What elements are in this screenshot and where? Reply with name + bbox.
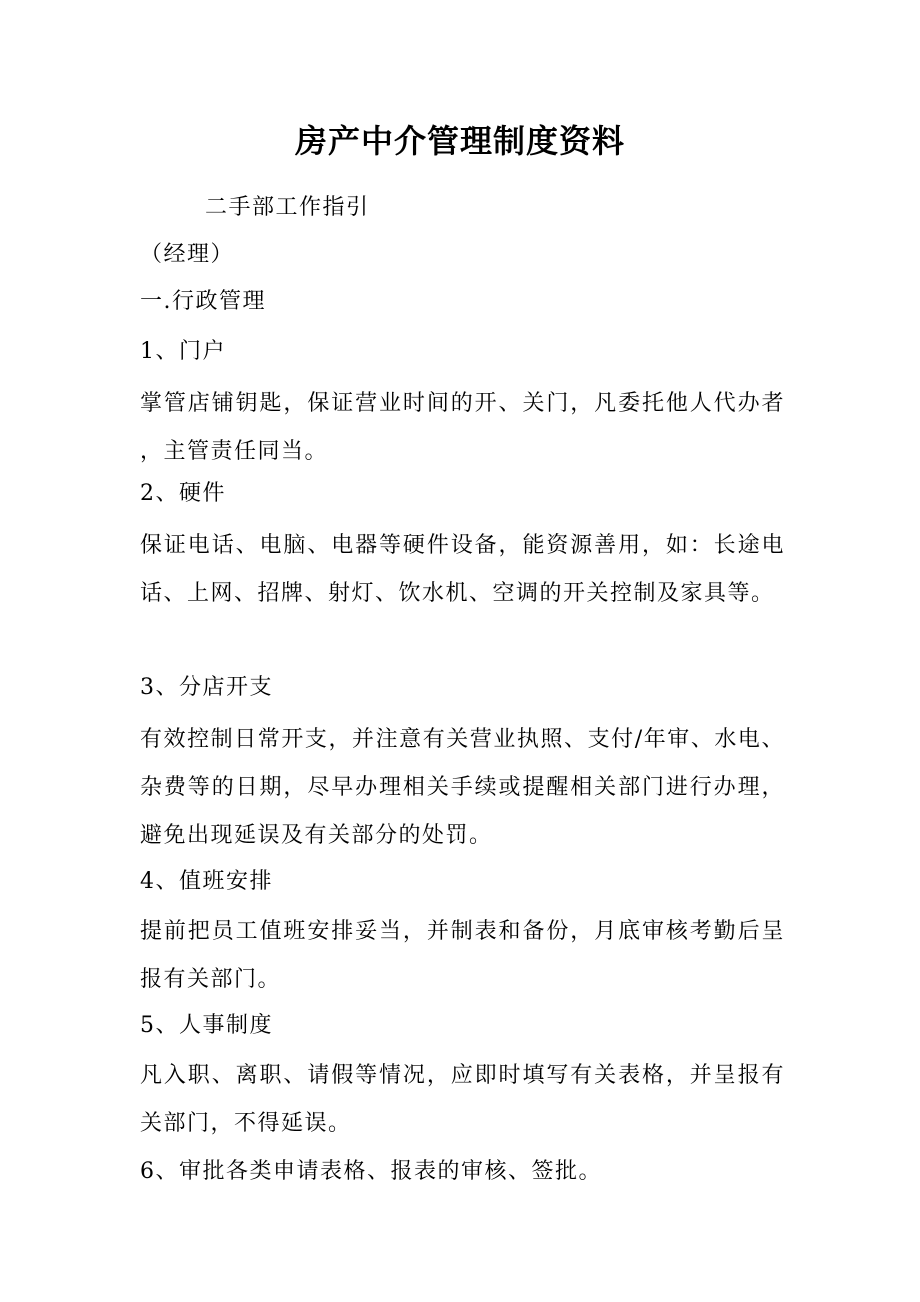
document-title: 房产中介管理制度资料 bbox=[294, 122, 625, 160]
item-heading: 5、人事制度 bbox=[140, 1013, 273, 1038]
item-heading: 6、审批各类申请表格、报表的审核、签批。 bbox=[140, 1159, 602, 1184]
item-body: 有效控制日常开支，并注意有关营业执照、支付/年审、水电、杂费等的日期，尽早办理相关手续或提醒相关部门进行办理，避免出现延误及有关部分的处罚。 bbox=[140, 727, 785, 848]
section-heading: 一.行政管理 bbox=[140, 289, 266, 314]
item-heading: 4、值班安排 bbox=[140, 869, 273, 894]
item-heading: 1、门户 bbox=[140, 339, 226, 364]
item-body: 凡入职、离职、请假等情况，应即时填写有关表格，并呈报有关部门，不得延误。 bbox=[140, 1063, 785, 1136]
item-body: 掌管店铺钥匙，保证营业时间的开、关门，凡委托他人代办者，主管责任同当。 bbox=[140, 391, 785, 464]
document-subtitle: 二手部工作指引 bbox=[205, 195, 370, 220]
item-heading: 2、硬件 bbox=[140, 481, 226, 506]
role-label: （经理） bbox=[140, 242, 235, 267]
item-body: 保证电话、电脑、电器等硬件设备，能资源善用，如：长途电话、上网、招牌、射灯、饮水机、空调的开关控制及家具等。 bbox=[140, 533, 785, 606]
item-heading: 3、分店开支 bbox=[140, 675, 273, 700]
item-body: 提前把员工值班安排妥当，并制表和备份，月底审核考勤后呈报有关部门。 bbox=[140, 919, 785, 992]
